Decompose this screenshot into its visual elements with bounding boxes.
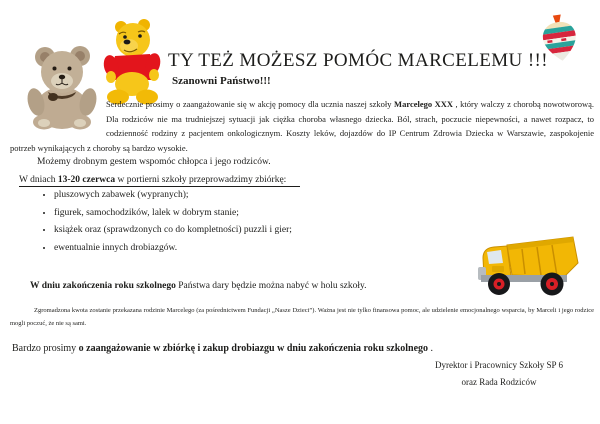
- student-name: Marcelego XXX: [394, 99, 454, 109]
- signature-line-2: oraz Rada Rodziców: [461, 377, 537, 387]
- intro-text-pre: Serdecznie prosimy o zaangażowanie się w akcję pomocy dla ucznia naszej szkoły: [106, 99, 395, 109]
- collection-pre: W dniach: [19, 175, 58, 185]
- fund-note: Zgromadzona kwota zostanie przekazana rodzinie Marcelego (za pośrednictwem Fundacji „Nasze Dzieci”). Ważna jest nie tylko finansowa pomoc, ale udzielenie emocjonalnego wsparcia, by Marceli i jego rodzice mogli poczuć, że nie są sami.: [10, 307, 594, 327]
- closing-bold: o zaangażowanie w zbiórkę i zakup drobiazgu w dniu zakończenia roku szkolnego: [78, 343, 429, 354]
- page-title: TY TEŻ MOŻESZ POMÓC MARCELEMU !!!: [168, 50, 548, 71]
- donation-list: [40, 190, 474, 260]
- donation-item: • książek oraz (sprawdzonych co do kompletności) puzzli i gier;: [54, 225, 474, 236]
- closing-line: [12, 343, 433, 354]
- image-wrap-spacer: [10, 97, 106, 128]
- collection-post: w portierni szkoły przeprowadzimy zbiórkę:: [117, 175, 287, 185]
- donation-item: • pluszowych zabawek (wypranych);: [54, 190, 474, 201]
- signature-line-1: Dyrektor i Pracownicy Szkoły SP 6: [435, 360, 563, 370]
- signature-block: [420, 357, 578, 391]
- gesture-line: Możemy drobnym gestem wspomóc chłopca i jego rodziców.: [37, 157, 271, 167]
- salutation: Szanowni Państwo!!!: [172, 75, 271, 87]
- closing-period: .: [430, 343, 434, 354]
- intro-text-post: , który walczy z chorobą nowotworową. Dla rodziców nie ma trudniejszej sytuacji jak ciężka choroba własnego dziecka. Ból, strach, poczucie niepewności, a nawet rozpacz, to codzienność rodziny z pacjentem onkologicznym. Koszty leków, dojazdów do IP Centrum Zdrowia Dziecka w Warszawie, zaspokojenie potrzeb wynikających z choroby są bardzo wysokie.: [10, 99, 595, 153]
- finale-bold: W dniu zakończenia roku szkolnego: [30, 281, 176, 291]
- closing-pre: Bardzo prosimy: [12, 343, 79, 354]
- collection-heading: [19, 175, 300, 187]
- school-year-end-note: [30, 281, 367, 291]
- intro-paragraph: [10, 97, 594, 155]
- donation-item: • figurek, samochodzików, lalek w dobrym stanie;: [54, 208, 474, 219]
- winnie-the-pooh-image: [95, 18, 163, 106]
- collection-dates: 13-20 czerwca: [57, 175, 116, 185]
- finale-rest: Państwa dary będzie można nabyć w holu szkoły.: [178, 281, 367, 291]
- dump-truck-toy-image: [467, 225, 582, 297]
- donation-item: • ewentualnie innych drobiazgów.: [54, 243, 474, 254]
